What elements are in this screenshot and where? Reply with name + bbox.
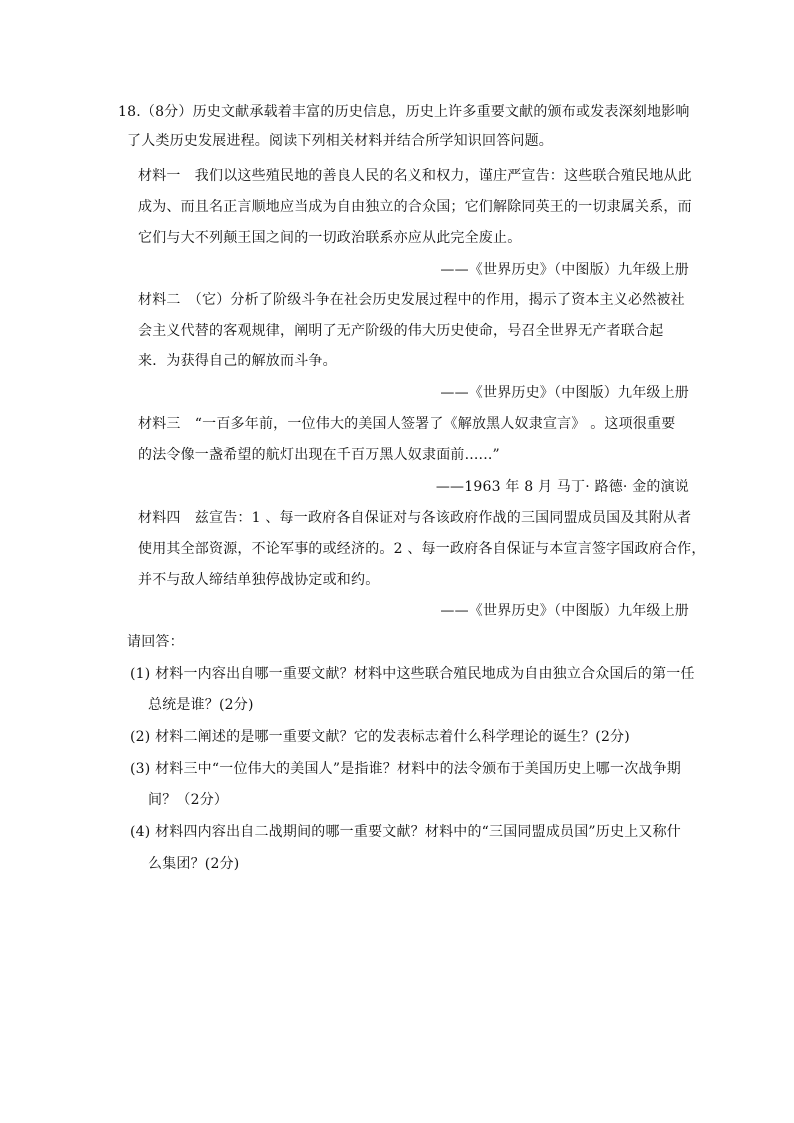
sub-question-1-line-2: 总统是谁？(2分) [148,697,254,713]
material-1-source: ——《世界历史》（中图版）九年级上册 [440,262,689,278]
question-intro-line-2: 了人类历史发展进程。阅读下列相关材料并结合所学知识回答问题。 [127,133,553,149]
material-1-line-3: 它们与大不列颠王国之间的一切政治联系亦应从此完全废止。 [138,230,522,246]
sub-question-4-line-1: (4) 材料四内容出自二战期间的哪一重要文献？材料中的“三国同盟成员国”历史上又称什 [130,824,681,840]
material-4-line-3: 并不与敌人缔结单独停战协定或和约。 [138,572,380,588]
material-4-source: ——《世界历史》（中图版）九年级上册 [440,603,689,619]
material-2-line-2: 会主义代替的客观规律，阐明了无产阶级的伟大历史使命，号召全世界无产者联合起 [138,323,664,339]
sub-question-4-line-2: 么集团？(2分) [148,856,240,872]
material-1-line-2: 成为、而且名正言顺地应当成为自由独立的合众国；它们解除同英王的一切隶属关系，而 [138,199,692,215]
material-2-source: ——《世界历史》（中图版）九年级上册 [440,385,689,401]
material-3-line-2: 的法令像一盏希望的航灯出现在千百万黑人奴隶面前......” [138,447,500,463]
material-4-line-1: 材料四 兹宣告：1 、每一政府各自保证对与各该政府作战的三国同盟成员国及其附从者 [138,510,692,526]
question-intro-line-1: 18.（8分）历史文献承载着丰富的历史信息，历史上许多重要文献的颁布或发表深刻地影响 [118,104,690,120]
material-4-line-2: 使用其全部资源，不论军事的或经济的。2 、每一政府各自保证与本宣言签字国政府合作， [138,541,706,557]
material-1-line-1: 材料一 我们以这些殖民地的善良人民的名义和权力，谨庄严宣告：这些联合殖民地从此 [138,168,692,184]
sub-question-3-line-1: (3) 材料三中“一位伟大的美国人”是指谁？材料中的法令颁布于美国历史上哪一次战争期 [130,761,681,777]
material-2-line-1: 材料二 （它）分析了阶级斗争在社会历史发展过程中的作用，揭示了资本主义必然被社 [138,292,685,308]
material-3-source: ——1963 年 8 月 马丁· 路德· 金的演说 [435,479,689,495]
sub-question-1-line-1: (1) 材料一内容出自哪一重要文献？材料中这些联合殖民地成为自由独立合众国后的第一任 [130,666,695,682]
sub-question-2-line-1: (2) 材料二阐述的是哪一重要文献？它的发表标志着什么科学理论的诞生？(2分) [130,729,630,745]
material-3-line-1: 材料三 “一百多年前，一位伟大的美国人签署了《解放黑人奴隶宣言》 。这项很重要 [138,416,676,432]
sub-question-3-line-2: 间？（2分） [148,792,229,808]
material-2-line-3: 来．为获得自己的解放而斗争。 [138,353,337,369]
answer-prompt: 请回答： [127,634,184,650]
